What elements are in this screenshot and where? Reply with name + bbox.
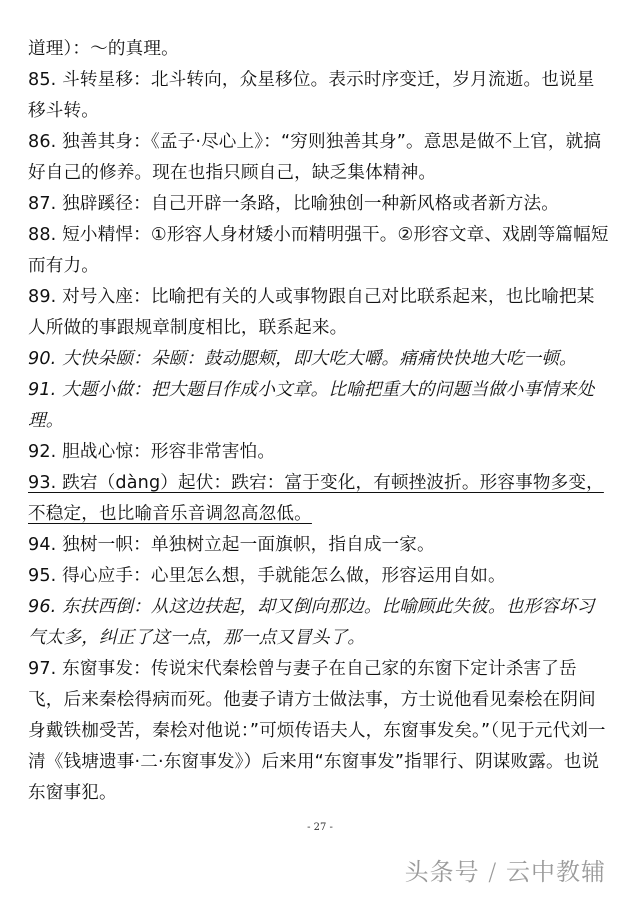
- entry-continuation: 道理）：～的真理。: [28, 39, 179, 59]
- entry-89: 89. 对号入座：比喻把有关的人或事物跟自己对比联系起来，也比喻把某人所做的事跟规章制度相比，联系起来。: [28, 287, 595, 338]
- entry-91: 91. 大题小做：把大题目作成小文章。比喻把重大的问题当做小事情来处理。: [28, 380, 595, 431]
- entry-92: 92. 胆战心惊：形容非常害怕。: [28, 442, 276, 462]
- idiom-list: [28, 34, 612, 809]
- entry-94: 94. 独树一帜：单独树立起一面旗帜，指自成一家。: [28, 535, 435, 555]
- entry-96: 96. 东扶西倒：从这边扶起，却又倒向那边。比喻顾此失彼。也形容坏习气太多，纠正了这一点，那一点又冒头了。: [28, 597, 595, 648]
- entry-97: 97. 东窗事发：传说宋代秦桧曾与妻子在自己家的东窗下定计杀害了岳飞，后来秦桧得病而死。他妻子请方士做法事，方士说他看见秦桧在阴间身戴铁枷受苦，秦桧对他说：”可烦传语夫人，东窗事发矣。”（见于元代刘一清《钱塘遗事·二·东窗事发》）后来用“东窗事发”指罪行、阴谋败露。也说东窗事犯。: [28, 659, 606, 803]
- entry-90: 90. 大快朵颐：朵颐：鼓动腮颊，即大吃大嚼。痛痛快快地大吃一顿。: [28, 349, 577, 369]
- entry-85: 85. 斗转星移：北斗转向，众星移位。表示时序变迁，岁月流逝。也说星移斗转。: [28, 70, 595, 121]
- entry-88: 88. 短小精悍：①形容人身材矮小而精明强干。②形容文章、戏剧等篇幅短而有力。: [28, 225, 609, 276]
- entry-93: 93. 跌宕（dàng）起伏：跌宕：富于变化，有顿挫波折。形容事物多变，不稳定，也比喻音乐音调忽高忽低。: [28, 473, 604, 524]
- entry-86: 86. 独善其身：《孟子·尽心上》：“穷则独善其身”。意思是做不上官，就搞好自己的修养。现在也指只顾自己，缺乏集体精神。: [28, 132, 602, 183]
- watermark: 头条号 / 云中教辅: [404, 858, 606, 886]
- page-number: - 27 -: [307, 822, 333, 833]
- entry-95: 95. 得心应手：心里怎么想，手就能怎么做，形容运用自如。: [28, 566, 506, 586]
- entry-87: 87. 独辟蹊径：自己开辟一条路，比喻独创一种新风格或者新方法。: [28, 194, 560, 214]
